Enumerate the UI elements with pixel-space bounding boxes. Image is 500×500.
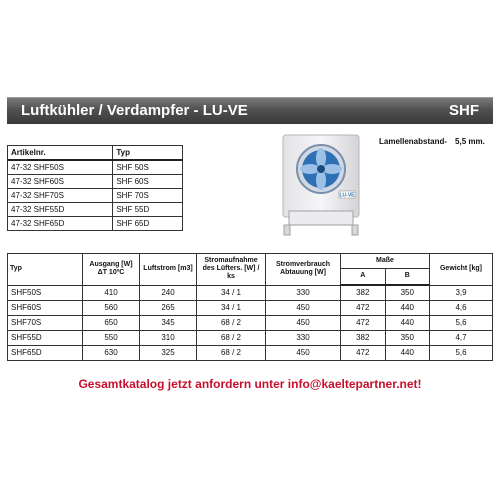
fin-spacing-value: 5,5 mm. — [455, 137, 485, 146]
cell-b: 440 — [385, 316, 430, 331]
cell-stromverbrauch: 450 — [266, 346, 341, 361]
brand-badge: LU-VE — [339, 192, 355, 199]
header-masse: Maße — [341, 254, 430, 269]
fin-spacing-label: Lamellenabstand- — [379, 137, 448, 146]
cell-a: 382 — [341, 285, 386, 301]
cell-typ: SHF 65D — [113, 217, 183, 231]
table-row — [8, 346, 493, 361]
header-ausgang: Ausgang [W] ΔT 10ºC — [83, 254, 140, 286]
cell-artikelnr: 47-32 SHF55D — [8, 203, 113, 217]
catalog-request-text: Gesamtkatalog jetzt anfordern unter info@kaeltepartner.net! — [78, 377, 422, 391]
cell-typ: SHF 70S — [113, 189, 183, 203]
spec-table — [7, 253, 493, 361]
header-stromverbrauch: Stromverbrauch Abtauung [W] — [266, 254, 341, 286]
table-row — [8, 301, 493, 316]
table-row — [8, 175, 183, 189]
cell-luftstrom: 345 — [140, 316, 197, 331]
cell-luftstrom: 265 — [140, 301, 197, 316]
cell-ausgang: 650 — [83, 316, 140, 331]
cell-stromaufnahme: 34 / 1 — [197, 301, 266, 316]
cell-gewicht: 5,6 — [430, 346, 493, 361]
cell-ausgang: 630 — [83, 346, 140, 361]
cell-artikelnr: 47-32 SHF65D — [8, 217, 113, 231]
cell-stromaufnahme: 68 / 2 — [197, 331, 266, 346]
cell-gewicht: 5,6 — [430, 316, 493, 331]
cell-stromaufnahme: 68 / 2 — [197, 346, 266, 361]
cell-b: 350 — [385, 285, 430, 301]
cell-artikelnr: 47-32 SHF50S — [8, 160, 113, 175]
cell-typ: SHF70S — [8, 316, 83, 331]
cell-b: 350 — [385, 331, 430, 346]
header-b: B — [385, 269, 430, 286]
table-row — [8, 217, 183, 231]
cell-typ: SHF60S — [8, 301, 83, 316]
cell-a: 382 — [341, 331, 386, 346]
cell-typ: SHF 55D — [113, 203, 183, 217]
table-row — [8, 331, 493, 346]
table-header-row — [8, 254, 493, 269]
cell-artikelnr: 47-32 SHF70S — [8, 189, 113, 203]
air-cooler-image — [281, 131, 361, 239]
cell-typ: SHF 60S — [113, 175, 183, 189]
cell-typ: SHF65D — [8, 346, 83, 361]
table-row — [8, 203, 183, 217]
header-gewicht: Gewicht [kg] — [430, 254, 493, 286]
cell-gewicht: 4,7 — [430, 331, 493, 346]
cell-typ: SHF55D — [8, 331, 83, 346]
table-header-row — [8, 146, 183, 161]
fin-spacing — [371, 137, 485, 146]
header-stromaufnahme: Stromaufnahme des Lüfters. [W] / ks — [197, 254, 266, 286]
cell-stromverbrauch: 330 — [266, 285, 341, 301]
header-luftstrom: Luftstrom [m3] — [140, 254, 197, 286]
cell-luftstrom: 325 — [140, 346, 197, 361]
cell-stromverbrauch: 450 — [266, 316, 341, 331]
table-row — [8, 160, 183, 175]
table-row — [8, 189, 183, 203]
header-typ: Typ — [113, 146, 183, 161]
header-artikelnr: Artikelnr. — [8, 146, 113, 161]
cell-luftstrom: 240 — [140, 285, 197, 301]
article-table — [7, 145, 183, 231]
cell-artikelnr: 47-32 SHF60S — [8, 175, 113, 189]
cell-b: 440 — [385, 346, 430, 361]
cell-a: 472 — [341, 346, 386, 361]
cell-stromverbrauch: 450 — [266, 301, 341, 316]
cell-gewicht: 3,9 — [430, 285, 493, 301]
table-row — [8, 285, 493, 301]
cell-ausgang: 560 — [83, 301, 140, 316]
header-a: A — [341, 269, 386, 286]
cell-b: 440 — [385, 301, 430, 316]
cell-gewicht: 4,6 — [430, 301, 493, 316]
cell-ausgang: 550 — [83, 331, 140, 346]
cell-a: 472 — [341, 316, 386, 331]
title-bar — [7, 97, 493, 124]
cell-stromaufnahme: 68 / 2 — [197, 316, 266, 331]
cell-ausgang: 410 — [83, 285, 140, 301]
table-row — [8, 316, 493, 331]
cell-stromaufnahme: 34 / 1 — [197, 285, 266, 301]
page-title: Luftkühler / Verdampfer - LU-VE — [21, 102, 248, 119]
cell-a: 472 — [341, 301, 386, 316]
product-code: SHF — [449, 102, 479, 119]
cell-luftstrom: 310 — [140, 331, 197, 346]
cell-typ: SHF 50S — [113, 160, 183, 175]
cell-stromverbrauch: 330 — [266, 331, 341, 346]
header-typ: Typ — [8, 254, 83, 286]
cell-typ: SHF50S — [8, 285, 83, 301]
